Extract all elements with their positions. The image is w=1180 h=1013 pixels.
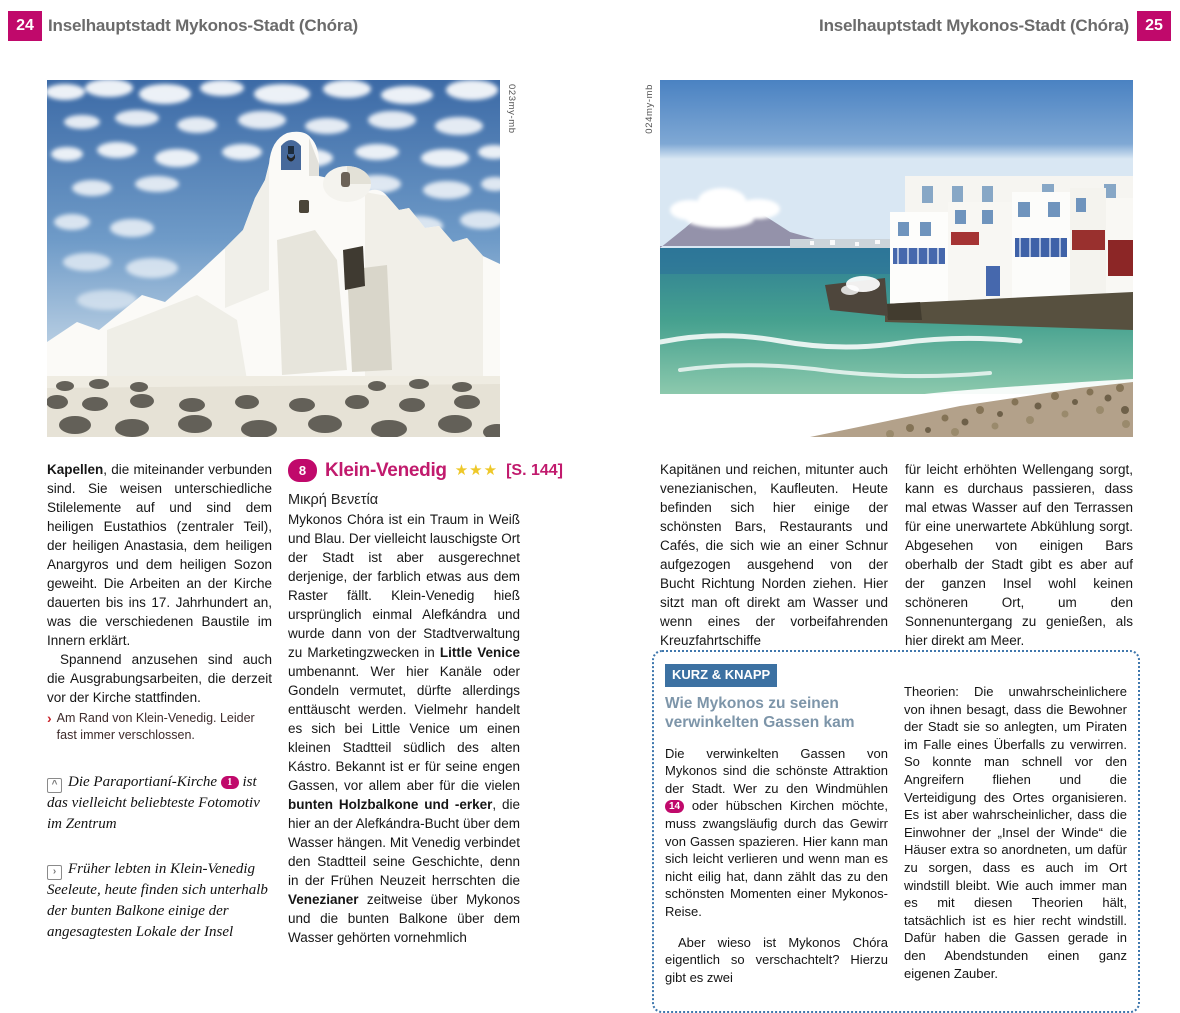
practical-tip: [47, 710, 272, 744]
right-page-column-2: [905, 460, 1133, 650]
paragraph: Spannend anzusehen sind auch die Ausgrabungsarbeiten, die derzeit vor der Kirche stattfinden.: [47, 652, 272, 705]
paraportiani-church-photo: [47, 80, 500, 437]
kurz-knapp-column-2: [904, 664, 1127, 999]
left-page-number: 24: [8, 11, 42, 41]
left-page-column-2: [288, 459, 563, 947]
caption-text: Die Paraportianí-Kirche 1 ist das vielleicht beliebteste Fotomotiv im Zentrum: [47, 774, 260, 832]
rating-stars-icon: ★★★: [454, 462, 499, 479]
paragraph: Kapellen, die miteinander verbunden sind. Sie weisen unterschiedliche Stilelemente auf und sind dem heiligen Eustathios (zentraler Teil), der heiligen Anastasia, dem heiligen Anargyros und dem heiligen Sozon geweiht. Die Arbeiten an der Kirche dauerten bis ins 17. Jahrhundert an, was die verschiedenen Baustile im Innern erklärt.: [47, 462, 272, 648]
paragraph: Theorien: Die unwahrscheinlichere von ihnen besagt, dass die Bewohner der Stadt sie so anlegten, um Piraten im Falle eines Überfalls zu verwirren. So konnte man schnell vor den Angreifern fliehen und die Verteidigung des Ortes organisieren. Es ist aber wahrscheinlicher, dass die Einwohner der „Insel der Winde“ die Häuser extra so anordneten, um dafür zu sorgen, dass es auch im Ort windstill bleibt. Wie auch immer man es mit diesen Theorien hält, tatsächlich ist es hier recht windstill. Dafür haben die Gassen gerade in den Abendstunden einen ganz eigenen Zauber.: [904, 684, 1127, 981]
inline-number-badge: 1: [221, 776, 239, 789]
left-page-column-1: [47, 460, 272, 943]
tip-text: Am Rand von Klein-Venedig. Leider fast immer verschlossen.: [56, 711, 255, 742]
paragraph: für leicht erhöhten Wellengang sorgt, kann es durchaus passieren, dass mal etwas Wasser auf den Terrassen für eine unerwartete Abkühlung sorgt. Abgesehen von einigen Bars oberhalb der Stadt gibt es aber auf der ganzen Insel wohl keinen schöneren Ort, um den Sonnenuntergang zu genießen, als hier direkt am Meer.: [905, 462, 1133, 648]
right-photo-credit: 024my-mb: [644, 84, 655, 134]
tip-arrow-icon: ›: [47, 710, 52, 726]
paragraph: Kapitänen und reichen, mitunter auch venezianischen, Kaufleuten. Heute befinden sich hier einige der schönsten Bars, Restaurants und Cafés, die sich wie an einer Schnur aufgezogen ausgehend von der Bucht Richtung Norden ziehen. Hier sitzt man oft direkt am Wasser und wenn eines der vorbeifahrenden Kreuzfahrtschiffe: [660, 462, 888, 648]
kurz-knapp-heading: Wie Mykonos zu seinen verwinkelten Gassen kam: [665, 694, 855, 731]
section-title: Klein-Venedig: [325, 460, 447, 481]
map-page-reference: [S. 144]: [506, 462, 563, 479]
inline-number-badge: 14: [665, 800, 684, 813]
section-heading: [288, 459, 563, 482]
right-page-header-title: Inselhauptstadt Mykonos-Stadt (Chóra): [819, 16, 1129, 35]
kurz-knapp-column-1: [665, 664, 888, 999]
kurz-knapp-label: KURZ & KNAPP: [665, 664, 777, 687]
chevron-up-icon: ^: [47, 778, 62, 793]
right-page-column-1: [660, 460, 888, 650]
paragraph: Aber wieso ist Mykonos Chóra eigentlich so verschachtelt? Hierzu gibt es zwei: [665, 934, 888, 985]
photo-caption-2: [47, 859, 272, 943]
paragraph: Mykonos Chóra ist ein Traum in Weiß und Blau. Der vielleicht lauschigste Ort der Stadt ist aber ausgerechnet derjenige, der farblich etwas aus dem Raster fällt. Klein-Venedig hieß ursprünglich einmal Alefkándra und wurde dann von der Stadtverwaltung zu Marketingzwecken in Little Venice umbenannt. Wer hier Kanäle oder Gondeln vermutet, dürfte allerdings enttäuscht werden. Vielmehr handelt es sich bei Little Venice um einen kleinen Stadtteil südlich des alten Kástro. Bekannt ist er für seine engen Gassen, vor allem aber für die vielen bunten Holzbalkone und -erker, die hier an der Alefkándra-Bucht über dem Wasser hängen. Mit Venedig verbindet den Stadtteil seine Geschichte, denn in der Frühen Neuzeit herrschten die Venezianer zeitweise über Mykonos und die bunten Balkone über dem Wasser gehörten vornehmlich: [288, 512, 520, 945]
caption-text: Früher lebten in Klein-Venedig Seeleute, heute finden sich unterhalb der bunten Balkone einige der angesagtesten Lokale der Insel: [47, 861, 268, 940]
sight-number-badge: 8: [288, 459, 317, 482]
left-page-header-title: Inselhauptstadt Mykonos-Stadt (Chóra): [48, 16, 358, 35]
kurz-knapp-box: [652, 650, 1140, 1013]
photo-caption-1: [47, 772, 272, 835]
little-venice-photo: [660, 80, 1133, 437]
chevron-right-icon: ›: [47, 865, 62, 880]
right-page-number: 25: [1137, 11, 1171, 41]
greek-subtitle: Μικρή Βενετία: [288, 492, 379, 508]
paragraph: Die verwinkelten Gassen von Mykonos sind die schönste Attraktion der Stadt. Wer zu den Windmühlen 14 oder hübschen Kirchen möchte, muss zwangsläufig durch das Gewirr von Gassen spazieren. Hier kann man sich leicht verlieren und wenn man es nicht eilig hat, dann zählt das zu den schönsten Momenten einer Mykonos-Reise.: [665, 745, 888, 919]
left-photo-credit: 023my-mb: [506, 84, 517, 134]
cobbled-ground: [47, 376, 500, 437]
